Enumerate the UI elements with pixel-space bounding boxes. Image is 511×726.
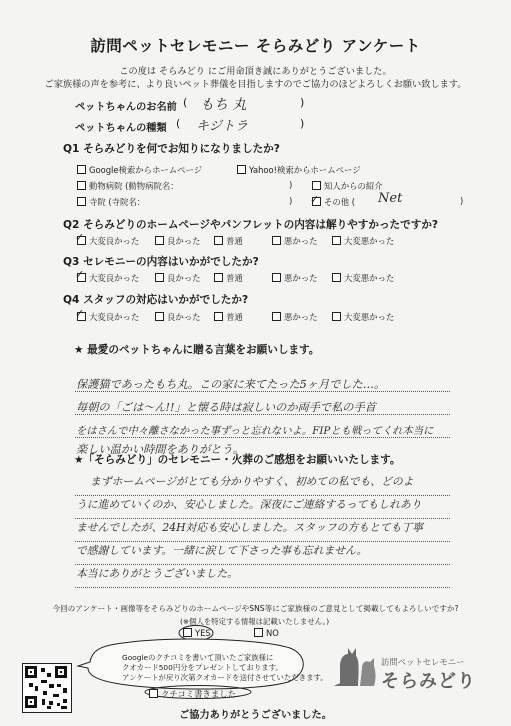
q4-option-2[interactable]: 良かった [155,311,201,323]
publish-note: (※個人を特定する情報は記載いたしません。) [180,617,330,626]
q1-option-temple[interactable]: 寺院 (寺院名： [77,196,145,208]
checkbox[interactable] [272,236,281,245]
q1-option-other[interactable]: その他 ( [312,196,355,208]
pet-name-open: ( [183,96,188,109]
message-line-1: 保護猫であったもち丸。この家に来てたった5ヶ月でした…。 [76,378,386,391]
checkbox[interactable] [272,273,281,282]
checkbox[interactable] [214,312,223,321]
logo-subtitle: 訪問ペットセレモニー [381,657,465,667]
impression-line-4: で感謝しています。一緒に涙して下さった事も忘れません。 [76,544,368,557]
q3-option-5[interactable]: 大変悪かった [332,272,394,284]
kuchikomi-option[interactable]: クチコミ書きました [149,688,236,700]
q1-option-friend[interactable]: 知人からの紹介 [312,180,383,192]
message-line-4: 楽しい温かい時間をありがとう。 [76,443,244,456]
pet-type-value[interactable]: キジトラ [196,119,248,134]
q2-option-2[interactable]: 良かった [155,235,201,247]
q2-option-5[interactable]: 大変悪かった [332,235,394,247]
checkbox[interactable] [254,628,263,637]
intro-line-2: ご家族様の声を参考に、より良いペット葬儀を目指しますのでご協力のほどよろしくお願い致します。 [44,79,467,90]
pet-type-label: ペットちゃんの種類 [75,123,167,134]
checkbox[interactable] [155,236,164,245]
pet-name-label: ペットちゃんのお名前 [75,102,177,113]
logo-title: そらみどり [381,671,476,692]
publish-yes-option[interactable]: YES [183,628,211,638]
checkbox[interactable] [77,165,86,174]
checkbox[interactable] [214,273,223,282]
pet-silhouette-logo-icon [332,646,378,688]
impression-line-5: 本当にありがとうございました。 [76,567,238,580]
q2-option-3[interactable]: 普通 [214,235,243,247]
q1-option-yahoo[interactable]: Yahoo!検索からホームページ [237,164,361,176]
impression-line-3: ませんでしたが、24H対応も安心しました。スタッフの方もとても丁寧 [76,521,424,534]
q3-option-4[interactable]: 悪かった [272,272,318,284]
checkbox[interactable] [155,312,164,321]
checkbox[interactable] [332,312,341,321]
pet-type-open: ( [176,117,181,130]
page-title: 訪問ペットセレモニー そらみどり アンケート [90,37,421,55]
impression-line-2: うに進めていくのか、安心しました。深夜にご連絡するってもしれあり [76,498,422,511]
check-mark-icon: ✓ [75,231,85,244]
check-mark-icon: ✓ [75,268,85,281]
q1-option-temple-close: ) [289,196,293,206]
checkbox[interactable] [312,181,321,190]
checkbox[interactable] [183,628,192,637]
publish-question: 今回のアンケート・画像等をそらみどりのホームページやSNS等にご家族様のご意見として掲載してもよろしいですか? [52,604,459,613]
google-note-line-1: Googleのクチコミを書いて頂いたご家族様に [122,653,274,662]
google-note-line-2: クオカード500円分をプレゼントしております。 [122,663,283,672]
q1-option-google[interactable]: Google検索からホームページ [77,164,202,176]
q4-option-1[interactable]: 大変良かった [77,311,139,323]
pet-type-close: ) [300,117,305,130]
message-line-2: 毎朝の「ごは〜ん!!」と懐る時は寂しいのか両手で私の手首 [76,401,376,414]
intro-line-1: この度は そらみどり にご用命頂き誠にありがとうございました。 [119,66,392,77]
q3-label: Q3 セレモニーの内容はいかがでしたか? [63,256,259,268]
q4-label: Q4 スタッフの対応はいかがでしたか? [63,294,249,306]
q1-option-vet[interactable]: 動物病院 (動物病院名： [77,180,179,192]
q1-option-other-close: ) [460,196,464,206]
q1-other-value[interactable]: Net [378,191,403,206]
checkbox[interactable] [77,197,86,206]
checkbox[interactable] [214,236,223,245]
q4-option-4[interactable]: 悪かった [272,311,318,323]
pet-name-value[interactable]: もち 丸 [200,97,247,113]
publish-no-option[interactable]: NO [254,628,279,638]
thanks-text: ご協力ありがとうございました。 [179,710,332,721]
checkbox[interactable] [332,273,341,282]
q1-label: Q1 そらみどりを何でお知りになりましたか? [63,143,280,155]
q1-option-vet-close: ) [289,180,293,190]
q2-option-1[interactable]: 大変良かった [77,235,139,247]
checkbox[interactable] [237,165,246,174]
q4-option-3[interactable]: 普通 [214,311,243,323]
q4-option-5[interactable]: 大変悪かった [332,311,394,323]
google-note-line-3: アンケートが戻り次第クオカードを送付させていただきます。 [122,673,328,682]
q3-option-3[interactable]: 普通 [214,272,243,284]
pet-name-close: ) [300,96,305,109]
impression-line-1: まずホームページがとても分かりやすく、初めての私でも、どのよ [90,475,414,488]
message-line-3: をはさんで中々離さなかった事ずっと忘れないよ。FIPとも戦ってくれ本当に [76,425,434,437]
q3-option-1[interactable]: 大変良かった [77,272,139,284]
checkbox[interactable] [149,689,158,698]
impression-heading: ★「そらみどり」のセレモニー・火葬のご感想をお願いいたします。 [74,454,401,466]
q2-label: Q2 そらみどりのホームページやパンフレットの内容は解りやすかったですか? [63,219,439,231]
check-mark-icon: ✓ [75,307,85,320]
checkbox[interactable] [155,273,164,282]
checkbox[interactable] [77,181,86,190]
checkbox[interactable] [332,236,341,245]
q3-option-2[interactable]: 良かった [155,272,201,284]
message-heading: ★ 最愛のペットちゃんに贈る言葉をお願いします。 [74,344,320,356]
check-mark-icon: ✓ [310,193,320,206]
checkbox[interactable] [272,312,281,321]
q2-option-4[interactable]: 悪かった [272,235,318,247]
